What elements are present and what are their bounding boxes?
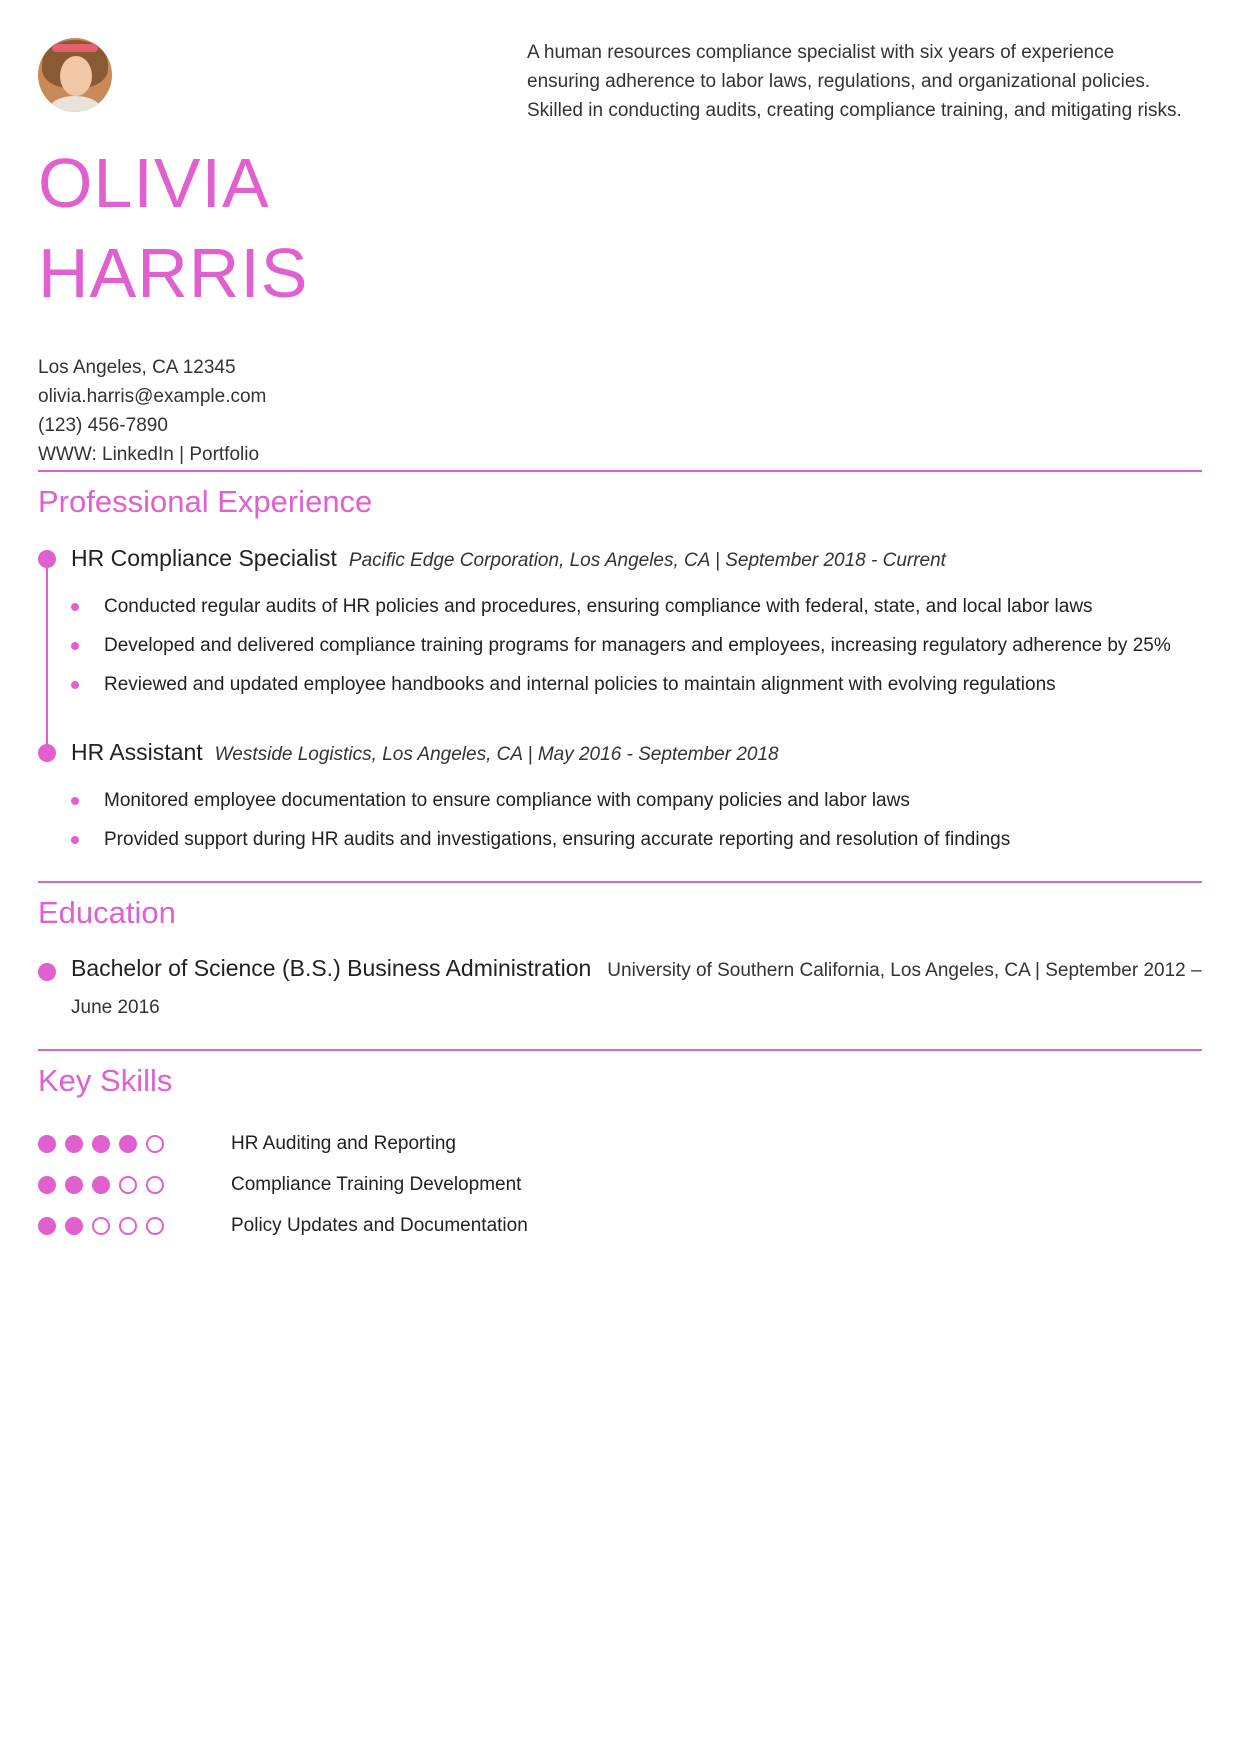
rating-filled-dot-icon bbox=[38, 1176, 56, 1194]
bullet-text: Monitored employee documentation to ensure compliance with company policies and labor laws bbox=[104, 790, 910, 811]
rating-filled-dot-icon bbox=[38, 1217, 56, 1235]
skills-list bbox=[38, 1123, 1202, 1246]
skills-section-title: Key Skills bbox=[38, 1063, 173, 1098]
section-divider bbox=[38, 881, 1202, 883]
list-item bbox=[71, 587, 1202, 626]
rating-filled-dot-icon bbox=[65, 1135, 83, 1153]
timeline-dot-icon bbox=[38, 550, 56, 568]
rating-empty-dot-icon bbox=[146, 1176, 164, 1194]
timeline-dot-icon bbox=[38, 963, 56, 981]
skill-rating bbox=[38, 1176, 231, 1194]
bullet-text: Reviewed and updated employee handbooks and internal policies to maintain alignment with evolving regulations bbox=[104, 674, 1056, 695]
rating-empty-dot-icon bbox=[146, 1135, 164, 1153]
timeline-dot-icon bbox=[38, 744, 56, 762]
bullet-text: Conducted regular audits of HR policies and procedures, ensuring compliance with federal, state, and local labor laws bbox=[104, 596, 1093, 617]
contact-block bbox=[38, 353, 266, 469]
education-section-title: Education bbox=[38, 895, 176, 930]
skill-name: HR Auditing and Reporting bbox=[231, 1132, 456, 1154]
contact-web[interactable]: WWW: LinkedIn | Portfolio bbox=[38, 444, 260, 465]
rating-empty-dot-icon bbox=[92, 1217, 110, 1235]
list-item bbox=[71, 665, 1202, 704]
job-bullets bbox=[71, 781, 1202, 859]
education-entry bbox=[38, 951, 1202, 1025]
rating-empty-dot-icon bbox=[146, 1217, 164, 1235]
skill-rating bbox=[38, 1217, 231, 1235]
experience-section-title: Professional Experience bbox=[38, 484, 373, 519]
professional-summary: A human resources compliance specialist with six years of experience ensuring adherence to labor laws, regulations, and organizational policies. Skilled in conducting audits, creating compliance training, and mitigating risks. bbox=[527, 42, 1182, 121]
job-meta: Pacific Edge Corporation, Los Angeles, CA | September 2018 - Current bbox=[348, 550, 946, 571]
skill-name: Compliance Training Development bbox=[231, 1173, 522, 1195]
job-meta: Westside Logistics, Los Angeles, CA | May 2016 - September 2018 bbox=[214, 744, 779, 765]
bullet-dot-icon bbox=[71, 681, 79, 689]
bullet-dot-icon bbox=[71, 797, 79, 805]
rating-empty-dot-icon bbox=[119, 1217, 137, 1235]
job-entry bbox=[38, 734, 1202, 859]
rating-filled-dot-icon bbox=[38, 1135, 56, 1153]
experience-list bbox=[38, 540, 1202, 859]
last-name: HARRIS bbox=[38, 234, 309, 312]
list-item bbox=[71, 626, 1202, 665]
skill-name: Policy Updates and Documentation bbox=[231, 1214, 528, 1236]
rating-empty-dot-icon bbox=[119, 1176, 137, 1194]
list-item bbox=[71, 820, 1202, 859]
skill-row bbox=[38, 1123, 1202, 1164]
resume-header bbox=[38, 0, 1202, 470]
rating-filled-dot-icon bbox=[65, 1176, 83, 1194]
bullet-text: Developed and delivered compliance training programs for managers and employees, increasing regulatory adherence by 25% bbox=[104, 635, 1171, 656]
contact-phone: (123) 456-7890 bbox=[38, 415, 168, 436]
rating-filled-dot-icon bbox=[119, 1135, 137, 1153]
candidate-name bbox=[38, 138, 308, 318]
list-item bbox=[71, 781, 1202, 820]
resume-page bbox=[38, 0, 1202, 1754]
job-bullets bbox=[71, 587, 1202, 704]
job-title: HR Assistant bbox=[71, 739, 203, 765]
rating-filled-dot-icon bbox=[92, 1135, 110, 1153]
bullet-dot-icon bbox=[71, 836, 79, 844]
skill-row bbox=[38, 1164, 1202, 1205]
skill-row bbox=[38, 1205, 1202, 1246]
rating-filled-dot-icon bbox=[92, 1176, 110, 1194]
skill-rating bbox=[38, 1135, 231, 1153]
section-divider bbox=[38, 470, 1202, 472]
first-name: OLIVIA bbox=[38, 144, 270, 222]
job-entry bbox=[38, 540, 1202, 704]
rating-filled-dot-icon bbox=[65, 1217, 83, 1235]
bullet-text: Provided support during HR audits and investigations, ensuring accurate reporting and resolution of findings bbox=[104, 829, 1011, 850]
profile-photo bbox=[38, 38, 112, 112]
contact-email[interactable]: olivia.harris@example.com bbox=[38, 386, 267, 407]
degree-title: Bachelor of Science (B.S.) Business Administration bbox=[71, 955, 592, 981]
section-divider bbox=[38, 1049, 1202, 1051]
contact-address: Los Angeles, CA 12345 bbox=[38, 357, 236, 378]
bullet-dot-icon bbox=[71, 642, 79, 650]
education-meta: University of Southern California, Los Angeles, CA | September 2012 – June 2016 bbox=[71, 960, 1202, 1018]
bullet-dot-icon bbox=[71, 603, 79, 611]
job-title: HR Compliance Specialist bbox=[71, 545, 337, 571]
